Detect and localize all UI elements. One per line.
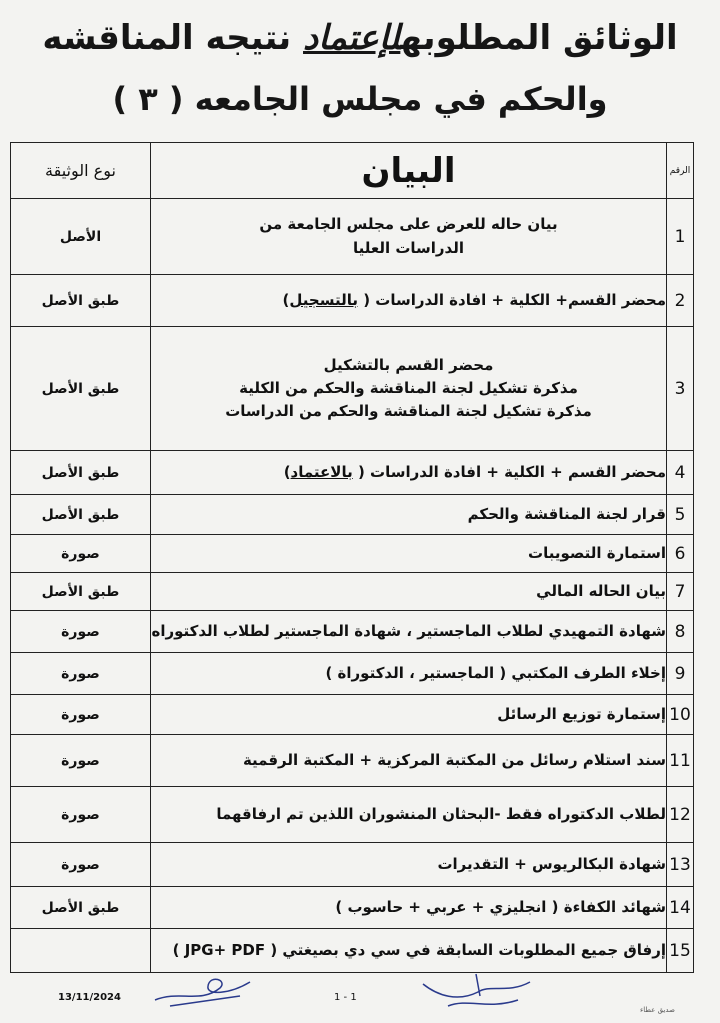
row-text-end: ) (282, 290, 290, 309)
row-number: 11 (667, 735, 694, 787)
document-title-line-1 (40, 18, 680, 58)
table-row (11, 573, 694, 611)
row-document-type: صورة (11, 653, 151, 695)
row-document-type: صورة (11, 611, 151, 653)
table-row (11, 611, 694, 653)
row-document-type: الأصل (11, 199, 151, 275)
row-number: 9 (667, 653, 694, 695)
table-row (11, 695, 694, 735)
row-text-end: ) (283, 462, 291, 481)
table-row (11, 735, 694, 787)
signature-left (150, 960, 260, 1010)
row-document-type: طبق الأصل (11, 275, 151, 327)
row-description: بيان الحاله المالي (151, 573, 667, 611)
row-description: إخلاء الطرف المكتبي ( الماجستير ، الدكتوراة ) (151, 653, 667, 695)
row-document-type: طبق الأصل (11, 495, 151, 535)
table-row (11, 275, 694, 327)
row-number: 5 (667, 495, 694, 535)
row-number: 4 (667, 451, 694, 495)
documents-table (10, 142, 694, 973)
footer-date: 13/11/2024 (58, 992, 121, 1003)
table-row (11, 535, 694, 573)
row-document-type: طبق الأصل (11, 451, 151, 495)
title-part-2: نتيجه المناقشه (42, 18, 304, 58)
table-row (11, 843, 694, 887)
row-description (151, 451, 667, 495)
row-number: 8 (667, 611, 694, 653)
header-number: الرقم (667, 143, 694, 199)
row-document-type: صورة (11, 695, 151, 735)
row-description-line: الدراسات العليا (352, 238, 464, 257)
table-row (11, 451, 694, 495)
header-description: البيان (151, 143, 667, 199)
row-description-line: مذكرة تشكيل لجنة المناقشة والحكم من الدراسات (225, 402, 592, 421)
table-row (11, 199, 694, 275)
signature-right (418, 966, 538, 1016)
row-document-type: صورة (11, 735, 151, 787)
row-underlined-text: بالاعتماد (290, 462, 353, 481)
row-description: قرار لجنة المناقشة والحكم (151, 495, 667, 535)
row-description-line: محضر القسم بالتشكيل (323, 355, 494, 374)
header-document-type: نوع الوثيقة (11, 143, 151, 199)
table-row (11, 653, 694, 695)
row-number: 1 (667, 199, 694, 275)
row-number: 10 (667, 695, 694, 735)
row-document-type (11, 929, 151, 973)
title-part-1: الوثائق المطلوبه (400, 18, 678, 58)
row-text: محضر القسم + الكلية + افادة الدراسات ( (352, 462, 666, 481)
row-number: 3 (667, 327, 694, 451)
row-description: إستمارة توزيع الرسائل (151, 695, 667, 735)
table-row (11, 495, 694, 535)
row-number: 13 (667, 843, 694, 887)
row-number: 15 (667, 929, 694, 973)
row-description-line: بيان حاله للعرض على مجلس الجامعة من (259, 215, 558, 234)
row-document-type: طبق الأصل (11, 573, 151, 611)
footer-name: صديق عطاء (640, 1006, 675, 1014)
row-description: لطلاب الدكتوراه فقط -البحثان المنشوران اللذين تم ارفاقهما (151, 787, 667, 843)
row-description: شهادة التمهيدي لطلاب الماجستير ، شهادة الماجستير لطلاب الدكتوراه (151, 611, 667, 653)
row-document-type: صورة (11, 843, 151, 887)
row-description (151, 199, 667, 275)
row-description (151, 275, 667, 327)
title-underlined-word: لإعتماد (303, 18, 401, 58)
row-description: شهادة البكالريوس + التقديرات (151, 843, 667, 887)
document-title-line-2: والحكم في مجلس الجامعه ( ٣ ) (112, 80, 608, 118)
row-number: 12 (667, 787, 694, 843)
table-row (11, 887, 694, 929)
row-number: 7 (667, 573, 694, 611)
table-header-row (11, 143, 694, 199)
row-number: 14 (667, 887, 694, 929)
row-description: سند استلام رسائل من المكتبة المركزية + المكتبة الرقمية (151, 735, 667, 787)
row-description: استمارة التصويبات (151, 535, 667, 573)
row-underlined-text: بالتسجيل (289, 290, 358, 309)
table-row (11, 787, 694, 843)
row-document-type: صورة (11, 787, 151, 843)
row-document-type: طبق الأصل (11, 887, 151, 929)
row-number: 6 (667, 535, 694, 573)
footer-page-number: 1 - 1 (334, 992, 357, 1003)
row-description: إرفاق جميع المطلوبات السابقة في سي دي بصيغتي ( JPG+ PDF ) (151, 929, 667, 973)
row-description (151, 327, 667, 451)
row-text: محضر القسم+ الكلية + افادة الدراسات ( (357, 290, 666, 309)
row-document-type: صورة (11, 535, 151, 573)
row-document-type: طبق الأصل (11, 327, 151, 451)
row-description: شهائد الكفاءة ( انجليزي + عربي + حاسوب ) (151, 887, 667, 929)
table-row (11, 327, 694, 451)
table-row (11, 929, 694, 973)
row-number: 2 (667, 275, 694, 327)
row-description-line: مذكرة تشكيل لجنة المناقشة والحكم من الكلية (239, 378, 578, 397)
